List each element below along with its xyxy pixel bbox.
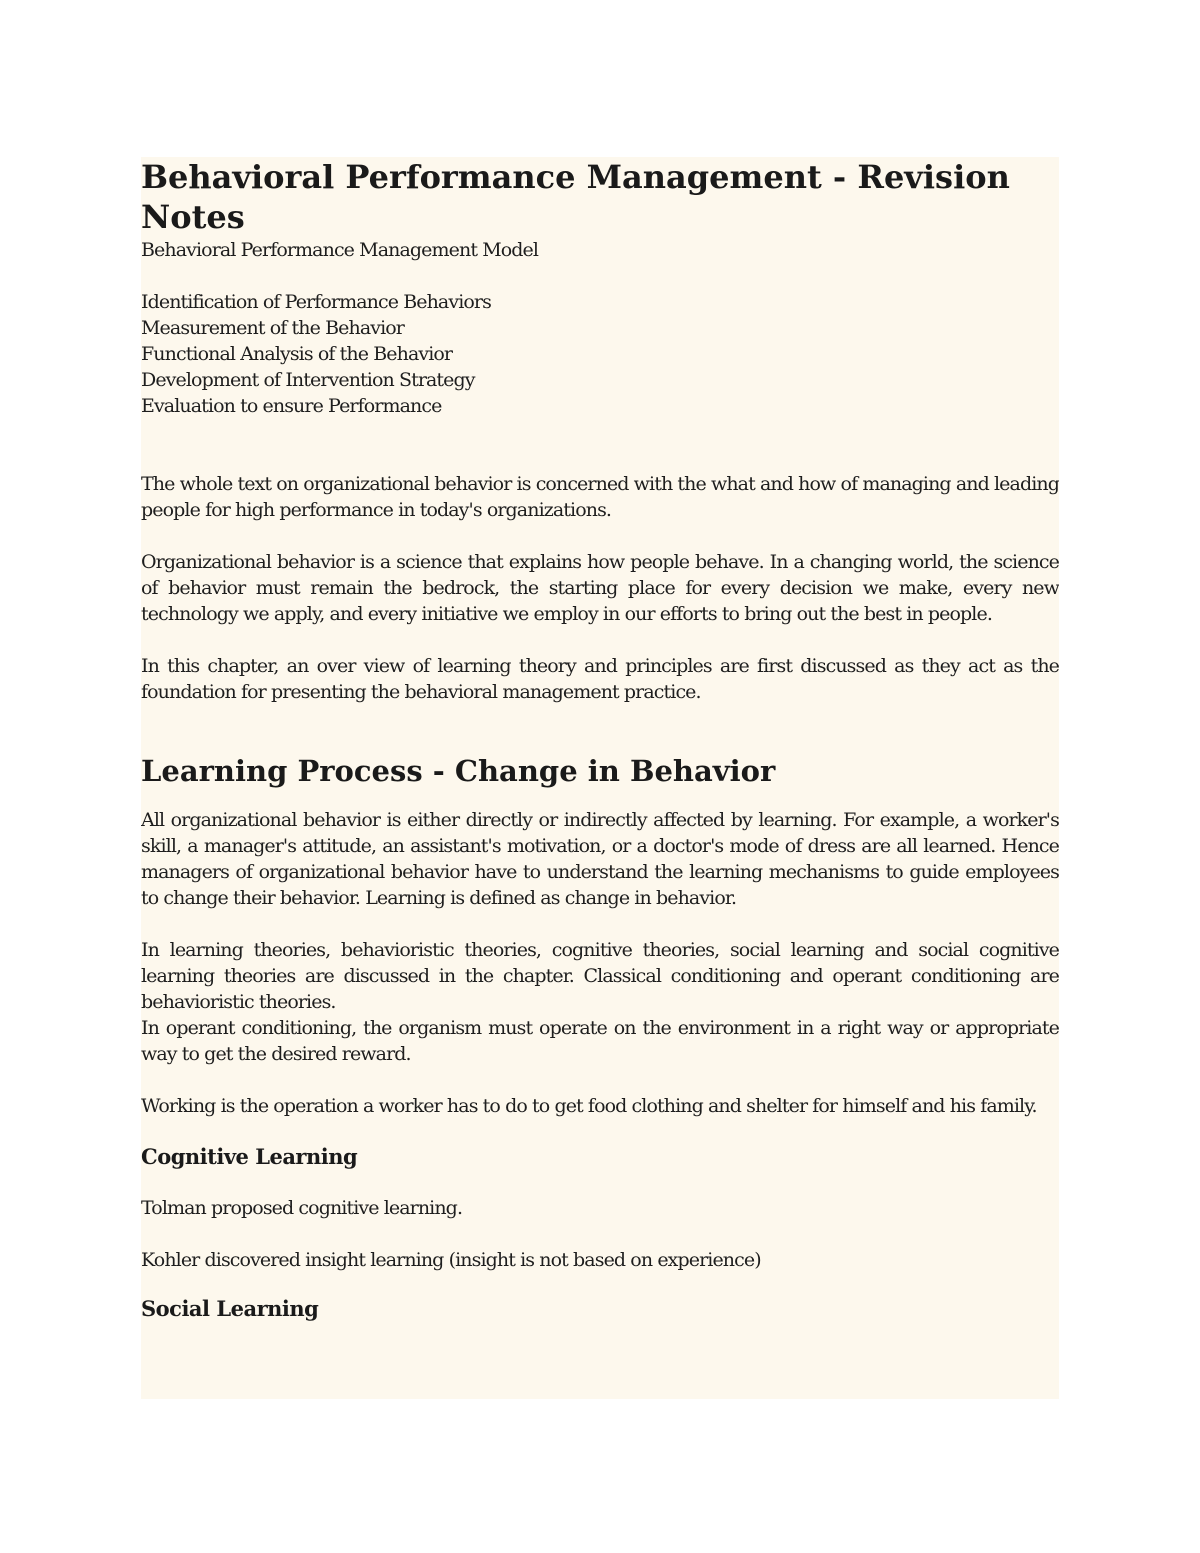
document-content-area [141,157,1059,1399]
intro-paragraph: The whole text on organizational behavior is concerned with the what and how of managing and leading people for high performance in today's organizations. [141,473,1059,521]
spacer [141,1119,1059,1143]
spacer [141,911,1059,937]
spacer [141,263,1059,289]
learning-paragraph: In operant conditioning, the organism must operate on the environment in a right way or appropriate way to get the desired reward. [141,1017,1059,1065]
spacer [141,419,1059,471]
spacer [141,627,1059,653]
cognitive-line: Kohler discovered insight learning (insight is not based on experience) [141,1249,761,1271]
model-step: Functional Analysis of the Behavior [141,343,453,365]
spacer [141,1221,1059,1247]
model-step: Identification of Performance Behaviors [141,291,491,313]
model-step: Measurement of the Behavior [141,317,404,339]
section-heading-learning: Learning Process - Change in Behavior [141,754,776,788]
spacer [141,1171,1059,1195]
spacer [141,789,1059,807]
section-heading-social: Social Learning [141,1296,319,1321]
learning-paragraph: All organizational behavior is either directly or indirectly affected by learning. For example, a worker's skill, a manager's attitude, an assistant's motivation, or a doctor's mode of dress are all learned. Hence managers of organizational behavior have to understand the learning mechanisms to guide employees to change their behavior. Learning is defined as change in behavior. [141,809,1059,909]
intro-paragraph: In this chapter, an over view of learning theory and principles are first discussed as they act as the foundation for presenting the behavioral management practice. [141,655,1059,703]
intro-paragraph: Organizational behavior is a science that explains how people behave. In a changing world, the science of behavior must remain the bedrock, the starting place for every decision we make, every new technology we apply, and every initiative we employ in our efforts to bring out the best in people. [141,551,1059,625]
model-step: Development of Intervention Strategy [141,369,475,391]
spacer [141,1273,1059,1295]
model-subtitle: Behavioral Performance Management Model [141,239,539,261]
section-heading-cognitive: Cognitive Learning [141,1144,358,1169]
cognitive-line: Tolman proposed cognitive learning. [141,1197,463,1219]
learning-paragraph: Working is the operation a worker has to do to get food clothing and shelter for himself and his family. [141,1095,1037,1117]
model-step: Evaluation to ensure Performance [141,395,442,417]
spacer [141,705,1059,753]
spacer [141,523,1059,549]
page-title: Behavioral Performance Management - Revision Notes [141,158,1010,236]
model-steps-list [141,289,1059,419]
learning-paragraph: In learning theories, behavioristic theories, cognitive theories, social learning and social cognitive learning theories are discussed in the chapter. Classical conditioning and operant conditioning are behavioristic theories. [141,939,1059,1013]
spacer [141,1067,1059,1093]
